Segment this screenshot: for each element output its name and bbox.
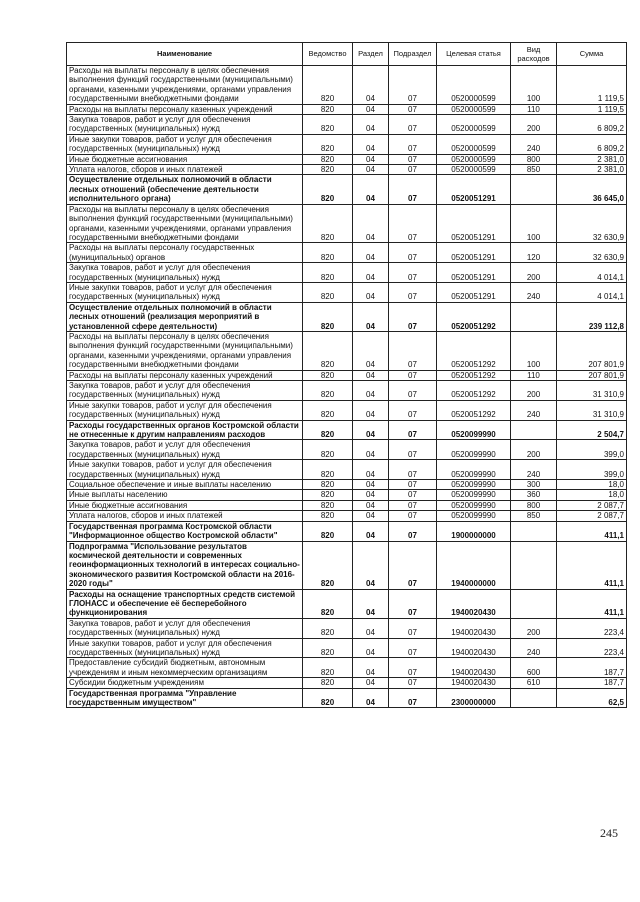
row-name-cell: Расходы на выплаты персоналу казенных учреждений [67, 370, 303, 380]
row-podrazdel-cell: 07 [389, 490, 437, 500]
row-podrazdel-cell: 07 [389, 165, 437, 175]
row-razdel-cell: 04 [353, 490, 389, 500]
row-podrazdel-cell: 07 [389, 331, 437, 370]
row-target-article-cell: 1940000000 [437, 541, 511, 589]
row-amount-cell: 32 630,9 [557, 204, 627, 243]
row-podrazdel-cell: 07 [389, 420, 437, 440]
row-target-article-cell: 1940020430 [437, 678, 511, 688]
row-expense-type-cell: 200 [511, 115, 557, 135]
row-vedomstvo-cell: 820 [303, 521, 353, 541]
row-expense-type-cell: 240 [511, 460, 557, 480]
row-name-cell: Государственная программа "Управление государственным имуществом" [67, 688, 303, 708]
row-razdel-cell: 04 [353, 165, 389, 175]
row-name-cell: Уплата налогов, сборов и иных платежей [67, 165, 303, 175]
row-target-article-cell: 1940020430 [437, 589, 511, 618]
table-row [67, 658, 627, 678]
row-expense-type-cell [511, 521, 557, 541]
row-target-article-cell: 0520051292 [437, 381, 511, 401]
row-expense-type-cell: 240 [511, 400, 557, 420]
row-name-cell: Расходы на выплаты персоналу в целях обеспечения выполнения функций государственными (муниципальными) органами, казенными учреждениями, органами управления государственными внебюджетными фондами [67, 331, 303, 370]
table-row [67, 165, 627, 175]
row-target-article-cell: 0520099990 [437, 511, 511, 521]
row-expense-type-cell: 100 [511, 331, 557, 370]
row-vedomstvo-cell: 820 [303, 400, 353, 420]
row-razdel-cell: 04 [353, 134, 389, 154]
header-podrazdel: Подраздел [389, 43, 437, 66]
row-name-cell: Осуществление отдельных полномочий в области лесных отношений (обеспечение деятельности исполнительного органа) [67, 175, 303, 204]
row-amount-cell: 6 809,2 [557, 115, 627, 135]
row-target-article-cell: 0520051292 [437, 302, 511, 331]
row-amount-cell: 1 119,5 [557, 104, 627, 114]
row-vedomstvo-cell: 820 [303, 440, 353, 460]
row-vedomstvo-cell: 820 [303, 302, 353, 331]
row-name-cell: Социальное обеспечение и иные выплаты населению [67, 480, 303, 490]
row-podrazdel-cell: 07 [389, 440, 437, 460]
row-vedomstvo-cell: 820 [303, 204, 353, 243]
row-target-article-cell: 0520099990 [437, 460, 511, 480]
row-vedomstvo-cell: 820 [303, 460, 353, 480]
row-vedomstvo-cell: 820 [303, 263, 353, 283]
row-amount-cell: 239 112,8 [557, 302, 627, 331]
row-expense-type-cell: 850 [511, 511, 557, 521]
row-podrazdel-cell: 07 [389, 589, 437, 618]
row-vedomstvo-cell: 820 [303, 658, 353, 678]
row-target-article-cell: 2300000000 [437, 688, 511, 708]
row-vedomstvo-cell: 820 [303, 638, 353, 658]
table-row [67, 490, 627, 500]
table-row [67, 618, 627, 638]
row-expense-type-cell: 100 [511, 66, 557, 105]
row-vedomstvo-cell: 820 [303, 134, 353, 154]
row-razdel-cell: 04 [353, 511, 389, 521]
row-podrazdel-cell: 07 [389, 104, 437, 114]
row-razdel-cell: 04 [353, 541, 389, 589]
row-name-cell: Государственная программа Костромской области "Информационное общество Костромской области" [67, 521, 303, 541]
row-target-article-cell: 0520051291 [437, 282, 511, 302]
row-razdel-cell: 04 [353, 381, 389, 401]
row-podrazdel-cell: 07 [389, 460, 437, 480]
row-podrazdel-cell: 07 [389, 400, 437, 420]
row-target-article-cell: 0520051291 [437, 204, 511, 243]
header-expense-type: Вид расходов [511, 43, 557, 66]
row-podrazdel-cell: 07 [389, 282, 437, 302]
row-expense-type-cell: 200 [511, 263, 557, 283]
row-podrazdel-cell: 07 [389, 134, 437, 154]
header-razdel: Раздел [353, 43, 389, 66]
row-amount-cell: 36 645,0 [557, 175, 627, 204]
row-target-article-cell: 1940020430 [437, 658, 511, 678]
row-expense-type-cell: 300 [511, 480, 557, 490]
row-razdel-cell: 04 [353, 521, 389, 541]
row-name-cell: Уплата налогов, сборов и иных платежей [67, 511, 303, 521]
header-name: Наименование [67, 43, 303, 66]
row-name-cell: Осуществление отдельных полномочий в области лесных отношений (реализация мероприятий в установленной сфере деятельности) [67, 302, 303, 331]
row-target-article-cell: 0520000599 [437, 115, 511, 135]
table-row [67, 440, 627, 460]
row-expense-type-cell: 800 [511, 154, 557, 164]
row-amount-cell: 18,0 [557, 490, 627, 500]
row-name-cell: Закупка товаров, работ и услуг для обеспечения государственных (муниципальных) нужд [67, 381, 303, 401]
row-name-cell: Расходы на выплаты персоналу в целях обеспечения выполнения функций государственными (муниципальными) органами, казенными учреждениями, органами управления государственными внебюджетными фондами [67, 204, 303, 243]
row-razdel-cell: 04 [353, 104, 389, 114]
row-target-article-cell: 0520051291 [437, 243, 511, 263]
row-expense-type-cell: 110 [511, 370, 557, 380]
table-row [67, 282, 627, 302]
row-name-cell: Иные бюджетные ассигнования [67, 154, 303, 164]
table-body [67, 66, 627, 708]
table-row [67, 104, 627, 114]
row-amount-cell: 2 087,7 [557, 500, 627, 510]
row-name-cell: Закупка товаров, работ и услуг для обеспечения государственных (муниципальных) нужд [67, 440, 303, 460]
row-name-cell: Закупка товаров, работ и услуг для обеспечения государственных (муниципальных) нужд [67, 618, 303, 638]
row-name-cell: Иные закупки товаров, работ и услуг для обеспечения государственных (муниципальных) нужд [67, 134, 303, 154]
row-amount-cell: 399,0 [557, 460, 627, 480]
row-expense-type-cell: 600 [511, 658, 557, 678]
row-target-article-cell: 1940020430 [437, 618, 511, 638]
row-vedomstvo-cell: 820 [303, 154, 353, 164]
row-razdel-cell: 04 [353, 500, 389, 510]
row-expense-type-cell [511, 175, 557, 204]
row-podrazdel-cell: 07 [389, 115, 437, 135]
row-target-article-cell: 0520099990 [437, 500, 511, 510]
row-vedomstvo-cell: 820 [303, 511, 353, 521]
table-row [67, 589, 627, 618]
row-name-cell: Субсидии бюджетным учреждениям [67, 678, 303, 688]
row-vedomstvo-cell: 820 [303, 104, 353, 114]
row-razdel-cell: 04 [353, 331, 389, 370]
row-podrazdel-cell: 07 [389, 638, 437, 658]
row-expense-type-cell: 240 [511, 134, 557, 154]
row-amount-cell: 4 014,1 [557, 282, 627, 302]
row-target-article-cell: 0520099990 [437, 480, 511, 490]
row-podrazdel-cell: 07 [389, 688, 437, 708]
row-expense-type-cell: 200 [511, 440, 557, 460]
row-amount-cell: 207 801,9 [557, 370, 627, 380]
budget-table [66, 42, 627, 708]
row-razdel-cell: 04 [353, 243, 389, 263]
row-name-cell: Иные бюджетные ассигнования [67, 500, 303, 510]
row-razdel-cell: 04 [353, 154, 389, 164]
row-name-cell: Иные закупки товаров, работ и услуг для обеспечения государственных (муниципальных) нужд [67, 638, 303, 658]
row-amount-cell: 187,7 [557, 678, 627, 688]
row-vedomstvo-cell: 820 [303, 589, 353, 618]
row-name-cell: Расходы на выплаты персоналу государственных (муниципальных) органов [67, 243, 303, 263]
table-row [67, 638, 627, 658]
row-expense-type-cell [511, 589, 557, 618]
row-name-cell: Иные закупки товаров, работ и услуг для обеспечения государственных (муниципальных) нужд [67, 282, 303, 302]
header-amount: Сумма [557, 43, 627, 66]
row-vedomstvo-cell: 820 [303, 115, 353, 135]
row-expense-type-cell: 120 [511, 243, 557, 263]
row-amount-cell: 1 119,5 [557, 66, 627, 105]
table-row [67, 678, 627, 688]
table-row [67, 521, 627, 541]
row-target-article-cell: 0520099990 [437, 490, 511, 500]
table-row [67, 175, 627, 204]
table-row [67, 420, 627, 440]
row-podrazdel-cell: 07 [389, 511, 437, 521]
row-target-article-cell: 0520000599 [437, 165, 511, 175]
row-amount-cell: 411,1 [557, 541, 627, 589]
row-vedomstvo-cell: 820 [303, 331, 353, 370]
row-target-article-cell: 0520051292 [437, 400, 511, 420]
table-row [67, 154, 627, 164]
row-expense-type-cell [511, 302, 557, 331]
row-vedomstvo-cell: 820 [303, 480, 353, 490]
row-expense-type-cell: 850 [511, 165, 557, 175]
page-number: 245 [600, 826, 618, 840]
table-row [67, 511, 627, 521]
row-target-article-cell: 0520000599 [437, 134, 511, 154]
row-razdel-cell: 04 [353, 658, 389, 678]
row-razdel-cell: 04 [353, 589, 389, 618]
table-row [67, 331, 627, 370]
row-name-cell: Предоставление субсидий бюджетным, автономным учреждениям и иным некоммерческим организациям [67, 658, 303, 678]
row-amount-cell: 399,0 [557, 440, 627, 460]
row-vedomstvo-cell: 820 [303, 370, 353, 380]
row-name-cell: Расходы на оснащение транспортных средств системой ГЛОНАСС и обеспечение её бесперебойного функционирования [67, 589, 303, 618]
row-amount-cell: 32 630,9 [557, 243, 627, 263]
row-vedomstvo-cell: 820 [303, 490, 353, 500]
row-vedomstvo-cell: 820 [303, 618, 353, 638]
row-podrazdel-cell: 07 [389, 381, 437, 401]
row-amount-cell: 31 310,9 [557, 400, 627, 420]
row-target-article-cell: 1900000000 [437, 521, 511, 541]
table-row [67, 302, 627, 331]
row-target-article-cell: 0520000599 [437, 66, 511, 105]
table-row [67, 480, 627, 490]
row-podrazdel-cell: 07 [389, 541, 437, 589]
row-vedomstvo-cell: 820 [303, 381, 353, 401]
row-expense-type-cell: 360 [511, 490, 557, 500]
row-target-article-cell: 0520051292 [437, 331, 511, 370]
row-target-article-cell: 0520051291 [437, 175, 511, 204]
table-row [67, 243, 627, 263]
budget-sheet [66, 42, 626, 708]
row-vedomstvo-cell: 820 [303, 420, 353, 440]
table-row [67, 381, 627, 401]
row-name-cell: Иные закупки товаров, работ и услуг для обеспечения государственных (муниципальных) нужд [67, 460, 303, 480]
header-target-article: Целевая статья [437, 43, 511, 66]
header-vedomstvo: Ведомство [303, 43, 353, 66]
table-row [67, 541, 627, 589]
row-podrazdel-cell: 07 [389, 204, 437, 243]
row-amount-cell: 18,0 [557, 480, 627, 490]
row-razdel-cell: 04 [353, 400, 389, 420]
row-amount-cell: 31 310,9 [557, 381, 627, 401]
row-amount-cell: 187,7 [557, 658, 627, 678]
row-razdel-cell: 04 [353, 204, 389, 243]
row-razdel-cell: 04 [353, 440, 389, 460]
row-razdel-cell: 04 [353, 420, 389, 440]
table-row [67, 115, 627, 135]
row-expense-type-cell: 200 [511, 381, 557, 401]
row-podrazdel-cell: 07 [389, 263, 437, 283]
table-row [67, 688, 627, 708]
row-target-article-cell: 0520099990 [437, 420, 511, 440]
row-vedomstvo-cell: 820 [303, 282, 353, 302]
row-expense-type-cell [511, 420, 557, 440]
row-podrazdel-cell: 07 [389, 175, 437, 204]
row-name-cell: Расходы государственных органов Костромской области не отнесенные к другим направлениям расходов [67, 420, 303, 440]
row-name-cell: Закупка товаров, работ и услуг для обеспечения государственных (муниципальных) нужд [67, 263, 303, 283]
row-vedomstvo-cell: 820 [303, 175, 353, 204]
row-amount-cell: 207 801,9 [557, 331, 627, 370]
row-razdel-cell: 04 [353, 282, 389, 302]
row-name-cell: Иные закупки товаров, работ и услуг для обеспечения государственных (муниципальных) нужд [67, 400, 303, 420]
table-row [67, 66, 627, 105]
row-razdel-cell: 04 [353, 678, 389, 688]
row-vedomstvo-cell: 820 [303, 688, 353, 708]
row-razdel-cell: 04 [353, 370, 389, 380]
row-target-article-cell: 0520000599 [437, 154, 511, 164]
row-amount-cell: 62,5 [557, 688, 627, 708]
row-expense-type-cell: 610 [511, 678, 557, 688]
row-razdel-cell: 04 [353, 175, 389, 204]
row-amount-cell: 2 504,7 [557, 420, 627, 440]
row-podrazdel-cell: 07 [389, 678, 437, 688]
row-vedomstvo-cell: 820 [303, 165, 353, 175]
row-amount-cell: 2 381,0 [557, 154, 627, 164]
row-razdel-cell: 04 [353, 688, 389, 708]
row-target-article-cell: 0520099990 [437, 440, 511, 460]
row-expense-type-cell [511, 541, 557, 589]
row-amount-cell: 411,1 [557, 521, 627, 541]
row-vedomstvo-cell: 820 [303, 541, 353, 589]
row-name-cell: Подпрограмма "Использование результатов космической деятельности и современных геоинформационных технологий в интересах социально-экономического развития Костромской области на 2016-2020 годы" [67, 541, 303, 589]
row-expense-type-cell: 100 [511, 204, 557, 243]
row-podrazdel-cell: 07 [389, 302, 437, 331]
table-row [67, 134, 627, 154]
row-podrazdel-cell: 07 [389, 500, 437, 510]
table-row [67, 500, 627, 510]
row-amount-cell: 223,4 [557, 638, 627, 658]
row-target-article-cell: 0520051292 [437, 370, 511, 380]
row-podrazdel-cell: 07 [389, 154, 437, 164]
row-expense-type-cell: 240 [511, 282, 557, 302]
row-name-cell: Иные выплаты населению [67, 490, 303, 500]
row-amount-cell: 4 014,1 [557, 263, 627, 283]
row-name-cell: Расходы на выплаты персоналу казенных учреждений [67, 104, 303, 114]
row-razdel-cell: 04 [353, 638, 389, 658]
row-podrazdel-cell: 07 [389, 243, 437, 263]
row-vedomstvo-cell: 820 [303, 66, 353, 105]
row-expense-type-cell: 800 [511, 500, 557, 510]
row-expense-type-cell [511, 688, 557, 708]
table-row [67, 370, 627, 380]
row-target-article-cell: 0520051291 [437, 263, 511, 283]
table-row [67, 460, 627, 480]
row-amount-cell: 223,4 [557, 618, 627, 638]
row-podrazdel-cell: 07 [389, 658, 437, 678]
row-razdel-cell: 04 [353, 66, 389, 105]
row-podrazdel-cell: 07 [389, 370, 437, 380]
row-amount-cell: 2 381,0 [557, 165, 627, 175]
row-podrazdel-cell: 07 [389, 480, 437, 490]
row-amount-cell: 6 809,2 [557, 134, 627, 154]
row-name-cell: Расходы на выплаты персоналу в целях обеспечения выполнения функций государственными (муниципальными) органами, казенными учреждениями, органами управления государственными внебюджетными фондами [67, 66, 303, 105]
row-razdel-cell: 04 [353, 480, 389, 490]
table-header-row [67, 43, 627, 66]
row-target-article-cell: 1940020430 [437, 638, 511, 658]
row-expense-type-cell: 240 [511, 638, 557, 658]
row-podrazdel-cell: 07 [389, 618, 437, 638]
row-razdel-cell: 04 [353, 115, 389, 135]
row-razdel-cell: 04 [353, 618, 389, 638]
row-expense-type-cell: 110 [511, 104, 557, 114]
table-row [67, 204, 627, 243]
row-podrazdel-cell: 07 [389, 66, 437, 105]
row-vedomstvo-cell: 820 [303, 500, 353, 510]
table-row [67, 400, 627, 420]
row-name-cell: Закупка товаров, работ и услуг для обеспечения государственных (муниципальных) нужд [67, 115, 303, 135]
row-expense-type-cell: 200 [511, 618, 557, 638]
table-row [67, 263, 627, 283]
row-vedomstvo-cell: 820 [303, 243, 353, 263]
row-amount-cell: 2 087,7 [557, 511, 627, 521]
row-vedomstvo-cell: 820 [303, 678, 353, 688]
row-amount-cell: 411,1 [557, 589, 627, 618]
row-razdel-cell: 04 [353, 263, 389, 283]
row-razdel-cell: 04 [353, 302, 389, 331]
row-razdel-cell: 04 [353, 460, 389, 480]
row-podrazdel-cell: 07 [389, 521, 437, 541]
row-target-article-cell: 0520000599 [437, 104, 511, 114]
